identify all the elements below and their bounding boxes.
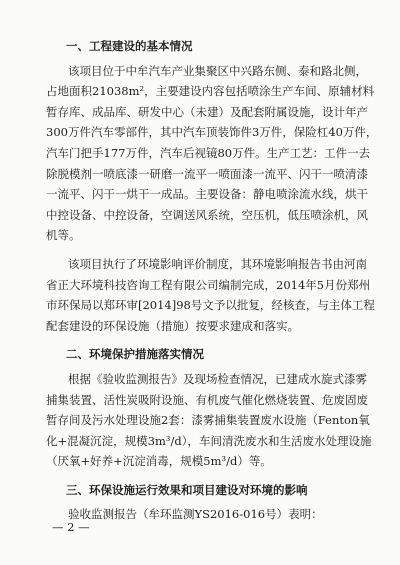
paragraph-eia-approval [46, 254, 375, 336]
text-line: 300万件汽车零部件，其中汽车顶装饰件3万件，保险杠40万件， [46, 125, 378, 140]
text-line: 暂存库、成品库、研发中心（未建）及配套附属设施，设计年产 [46, 104, 368, 119]
text-line: 除脱模剂一喷底漆一研磨一流平一喷面漆一流平、闪干一喷清漆 [46, 166, 368, 181]
paragraph-project-overview [46, 61, 378, 246]
text-line: 配套建设的环保设施（措施）按要求建成和落实。 [46, 318, 299, 333]
page-number: — 2 — [52, 520, 90, 534]
text-line: 中控设备、中控设备，空调送风系统，空压机，低压喷涂机，风 [46, 207, 368, 222]
text-line: 一流平、闪干一烘干一成品。主要设备：静电喷涂流水线，烘干 [46, 187, 368, 202]
text-line: 汽车门把手177万件，汽车后视镜80万件。生产工艺：工件一去 [46, 145, 371, 160]
text-line: 省正大环境科技咨询工程有限公司编制完成，2014年5月份郑州 [46, 277, 371, 292]
text-line: 机等。 [46, 228, 81, 243]
text-line: 该项目位于中牟汽车产业集聚区中兴路东侧、泰和路北侧， [68, 63, 367, 78]
paragraph-measures [46, 369, 370, 472]
text-line: 暂存间及污水处理设施2套：漆雾捕集装置废水设施（Fenton氧 [46, 413, 370, 428]
text-line: 占地面积21038m²，主要建设内容包括喷涂生产车间、原辅材料 [46, 84, 375, 99]
text-line: 化+混凝沉淀，规模3m³/d），车间清洗废水和生活废水处理设施 [46, 433, 372, 448]
text-line: 根据《验收监测报告》及现场检查情况，已建成水旋式漆雾 [68, 371, 367, 386]
text-line: 该项目执行了环境影响评价制度，其环境影响报告书由河南 [68, 256, 367, 271]
paragraph-monitoring [46, 504, 370, 525]
text-line: 验收监测报告（牟环监测YS2016-016号）表明： [68, 507, 323, 522]
text-line: （厌氧+好养+沉淀消毒，规模5m³/d）等。 [46, 454, 272, 469]
section-heading-3: 三、环保设施运行效果和项目建设对环境的影响 [66, 482, 308, 497]
text-line: 市环保局以郑环审[2014]98号文予以批复，经核查，与主体工程 [46, 298, 375, 313]
section-heading-2: 二、环境保护措施落实情况 [66, 347, 204, 362]
text-line: 捕集装置、活性炭吸附设施、有机废气催化燃烧装置、危废固废 [46, 392, 368, 407]
section-heading-1: 一、工程建设的基本情况 [66, 39, 193, 53]
